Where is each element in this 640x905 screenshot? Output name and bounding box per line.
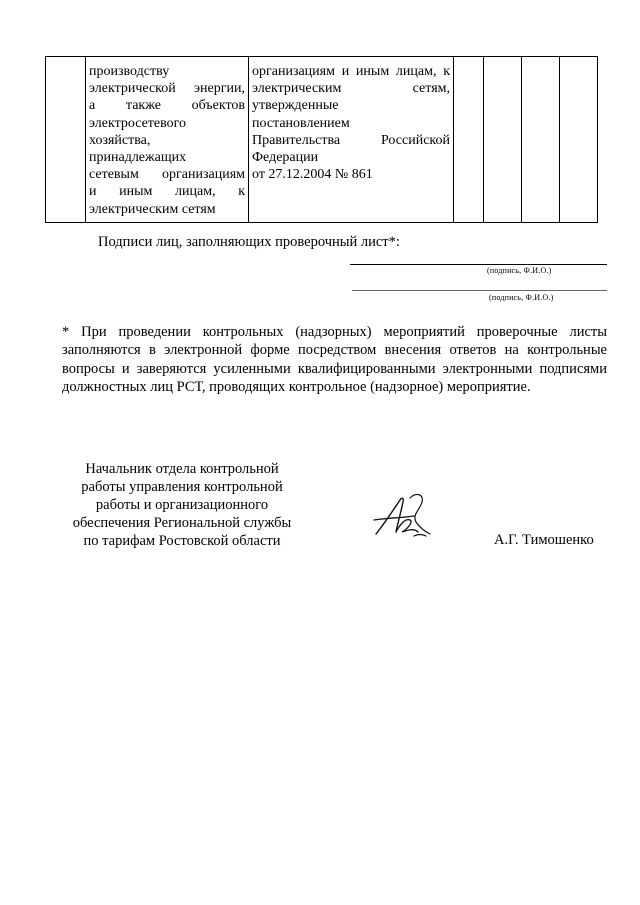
footnote [62,323,607,397]
chief-line: по тарифам Ростовской области [83,533,281,549]
signatures-heading: Подписи лиц, заполняющих проверочный лист*: [98,234,400,250]
table-row [46,57,598,223]
chief-line: Начальник отдела контрольной [85,461,279,477]
footnote-line: * При проведении контрольных (надзорных) мероприятий проверочные листы [62,324,607,340]
chief-line: работы и организационного [95,497,269,513]
table-cell-number [46,57,86,223]
legal-act-line: от 27.12.2004 № 861 [252,167,373,183]
table-cell-answer-no [484,57,522,223]
requirement-line: а также объектов [89,98,245,114]
checklist-table [45,56,598,223]
requirement-line: и иным лицам, к [89,184,245,200]
legal-act-line: постановлением [252,115,350,131]
footnote-line: должностных лиц РСТ, проводящих контрольное (надзорное) мероприятие. [62,379,531,396]
legal-act-line: организациям и иным лицам, к [252,64,450,79]
footnote-line: заполняются в электронной форме посредством внесения ответов на контрольные [62,342,607,359]
signature-line-1 [350,264,607,265]
requirement-line: электросетевого [89,115,187,131]
signature-caption-2: (подпись, Ф.И.О.) [489,293,554,302]
legal-act-line: Правительства Российской [252,132,450,148]
table-cell-answer-yes [454,57,484,223]
chief-line: обеспечения Региональной службы [72,515,292,531]
requirement-line: сетевым организациям [89,167,245,183]
table-cell-note [560,57,598,223]
legal-act-line: утвержденные [252,98,339,114]
requirement-line: электрическим сетям [89,201,216,217]
legal-act-line: электрическим сетям, [252,81,450,97]
signature-caption-1: (подпись, Ф.И.О.) [487,266,552,275]
requirement-line: электрической энергии, [89,81,245,97]
footnote-line: вопросы и заверяются усиленными квалифицированными электронными подписями [62,360,607,377]
table-cell-legal-act [249,57,454,223]
handwritten-signature [370,488,434,544]
chief-name: А.Г. Тимошенко [494,532,594,548]
chief-title [58,460,306,550]
signature-line-2 [352,290,607,291]
legal-act-line: Федерации [252,150,319,166]
requirement-line: принадлежащих [89,150,187,166]
requirement-line: хозяйства, [89,132,151,148]
table-cell-answer-na [522,57,560,223]
table-cell-requirement [86,57,249,223]
chief-line: работы управления контрольной [81,479,283,495]
requirement-line: производству [89,64,170,79]
